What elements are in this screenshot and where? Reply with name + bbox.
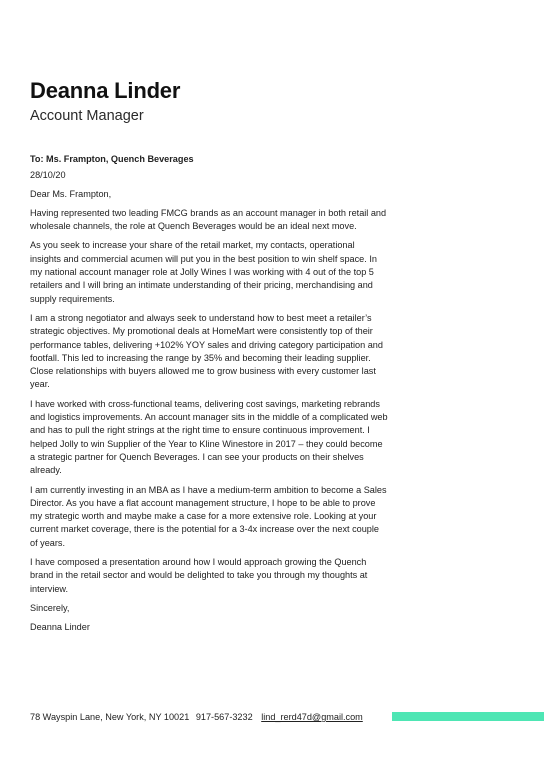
letter-paragraph: I am a strong negotiator and always seek to understand how to best meet a retailer’s strategic objectives. My promotional deals at HomeMart were consistently top of their performance tables, delivering +102% YOY sales and driving category participation and footfall. This led to increasing the range by 35% and becoming their leading supplier. Close relationships with buyers allowed me to grow business with every customer last year. xyxy=(30,312,383,390)
letter-paragraph: Having represented two leading FMCG brands as an account manager in both retail and wholesale channels, the role at Quench Beverages would be an ideal next move. xyxy=(30,207,387,232)
letter-body xyxy=(30,153,388,641)
footer-address: 78 Wayspin Lane, New York, NY 10021 xyxy=(30,712,190,722)
letter-signature: Deanna Linder xyxy=(30,622,90,633)
letter-date: 28/10/20 xyxy=(30,170,66,181)
letter-recipient: To: Ms. Frampton, Quench Beverages xyxy=(30,154,194,164)
applicant-job-title: Account Manager xyxy=(30,108,144,124)
letter-paragraph: I have worked with cross-functional teams, delivering cost savings, marketing rebrands and logistics improvements. An account manager sits in the middle of a complicated web and has to pull the right strings at the right time to ensure continuous improvement. I helped Jolly to win Supplier of the Year to Kline Winestore in 2017 – they could become a strategic partner for Quench Beverages. I can see your products on their shelves already. xyxy=(30,398,388,476)
contact-footer xyxy=(30,711,367,724)
footer-phone: 917-567-3232 xyxy=(195,712,253,722)
footer-email-link[interactable]: lind_rerd47d@gmail.com xyxy=(261,712,363,722)
letter-paragraph: I am currently investing in an MBA as I have a medium-term ambition to become a Sales Director. As you have a flat account management structure, I hope to be able to prove my strategic worth and maybe make a case for a more extensive role. Looking at your current market coverage, there is the potential for a 3-4x increase over the next couple of years. xyxy=(30,484,387,548)
accent-bar xyxy=(392,712,544,721)
letter-greeting: Dear Ms. Frampton, xyxy=(30,188,112,199)
letter-paragraph: As you seek to increase your share of the retail market, my contacts, operational insights and commercial acumen will put you in the best position to win shelf space. In my national account manager role at Jolly Wines I was working with 4 out of the top 5 retailers and I will bring an intimate understanding of their pricing, merchandising and supply requirements. xyxy=(30,240,377,304)
letter-paragraph: I have composed a presentation around how I would approach growing the Quench brand in the retail sector and would be delighted to take you through my thoughts at interview. xyxy=(30,557,368,594)
letter-closing: Sincerely, xyxy=(30,602,70,613)
applicant-name: Deanna Linder xyxy=(30,78,181,103)
